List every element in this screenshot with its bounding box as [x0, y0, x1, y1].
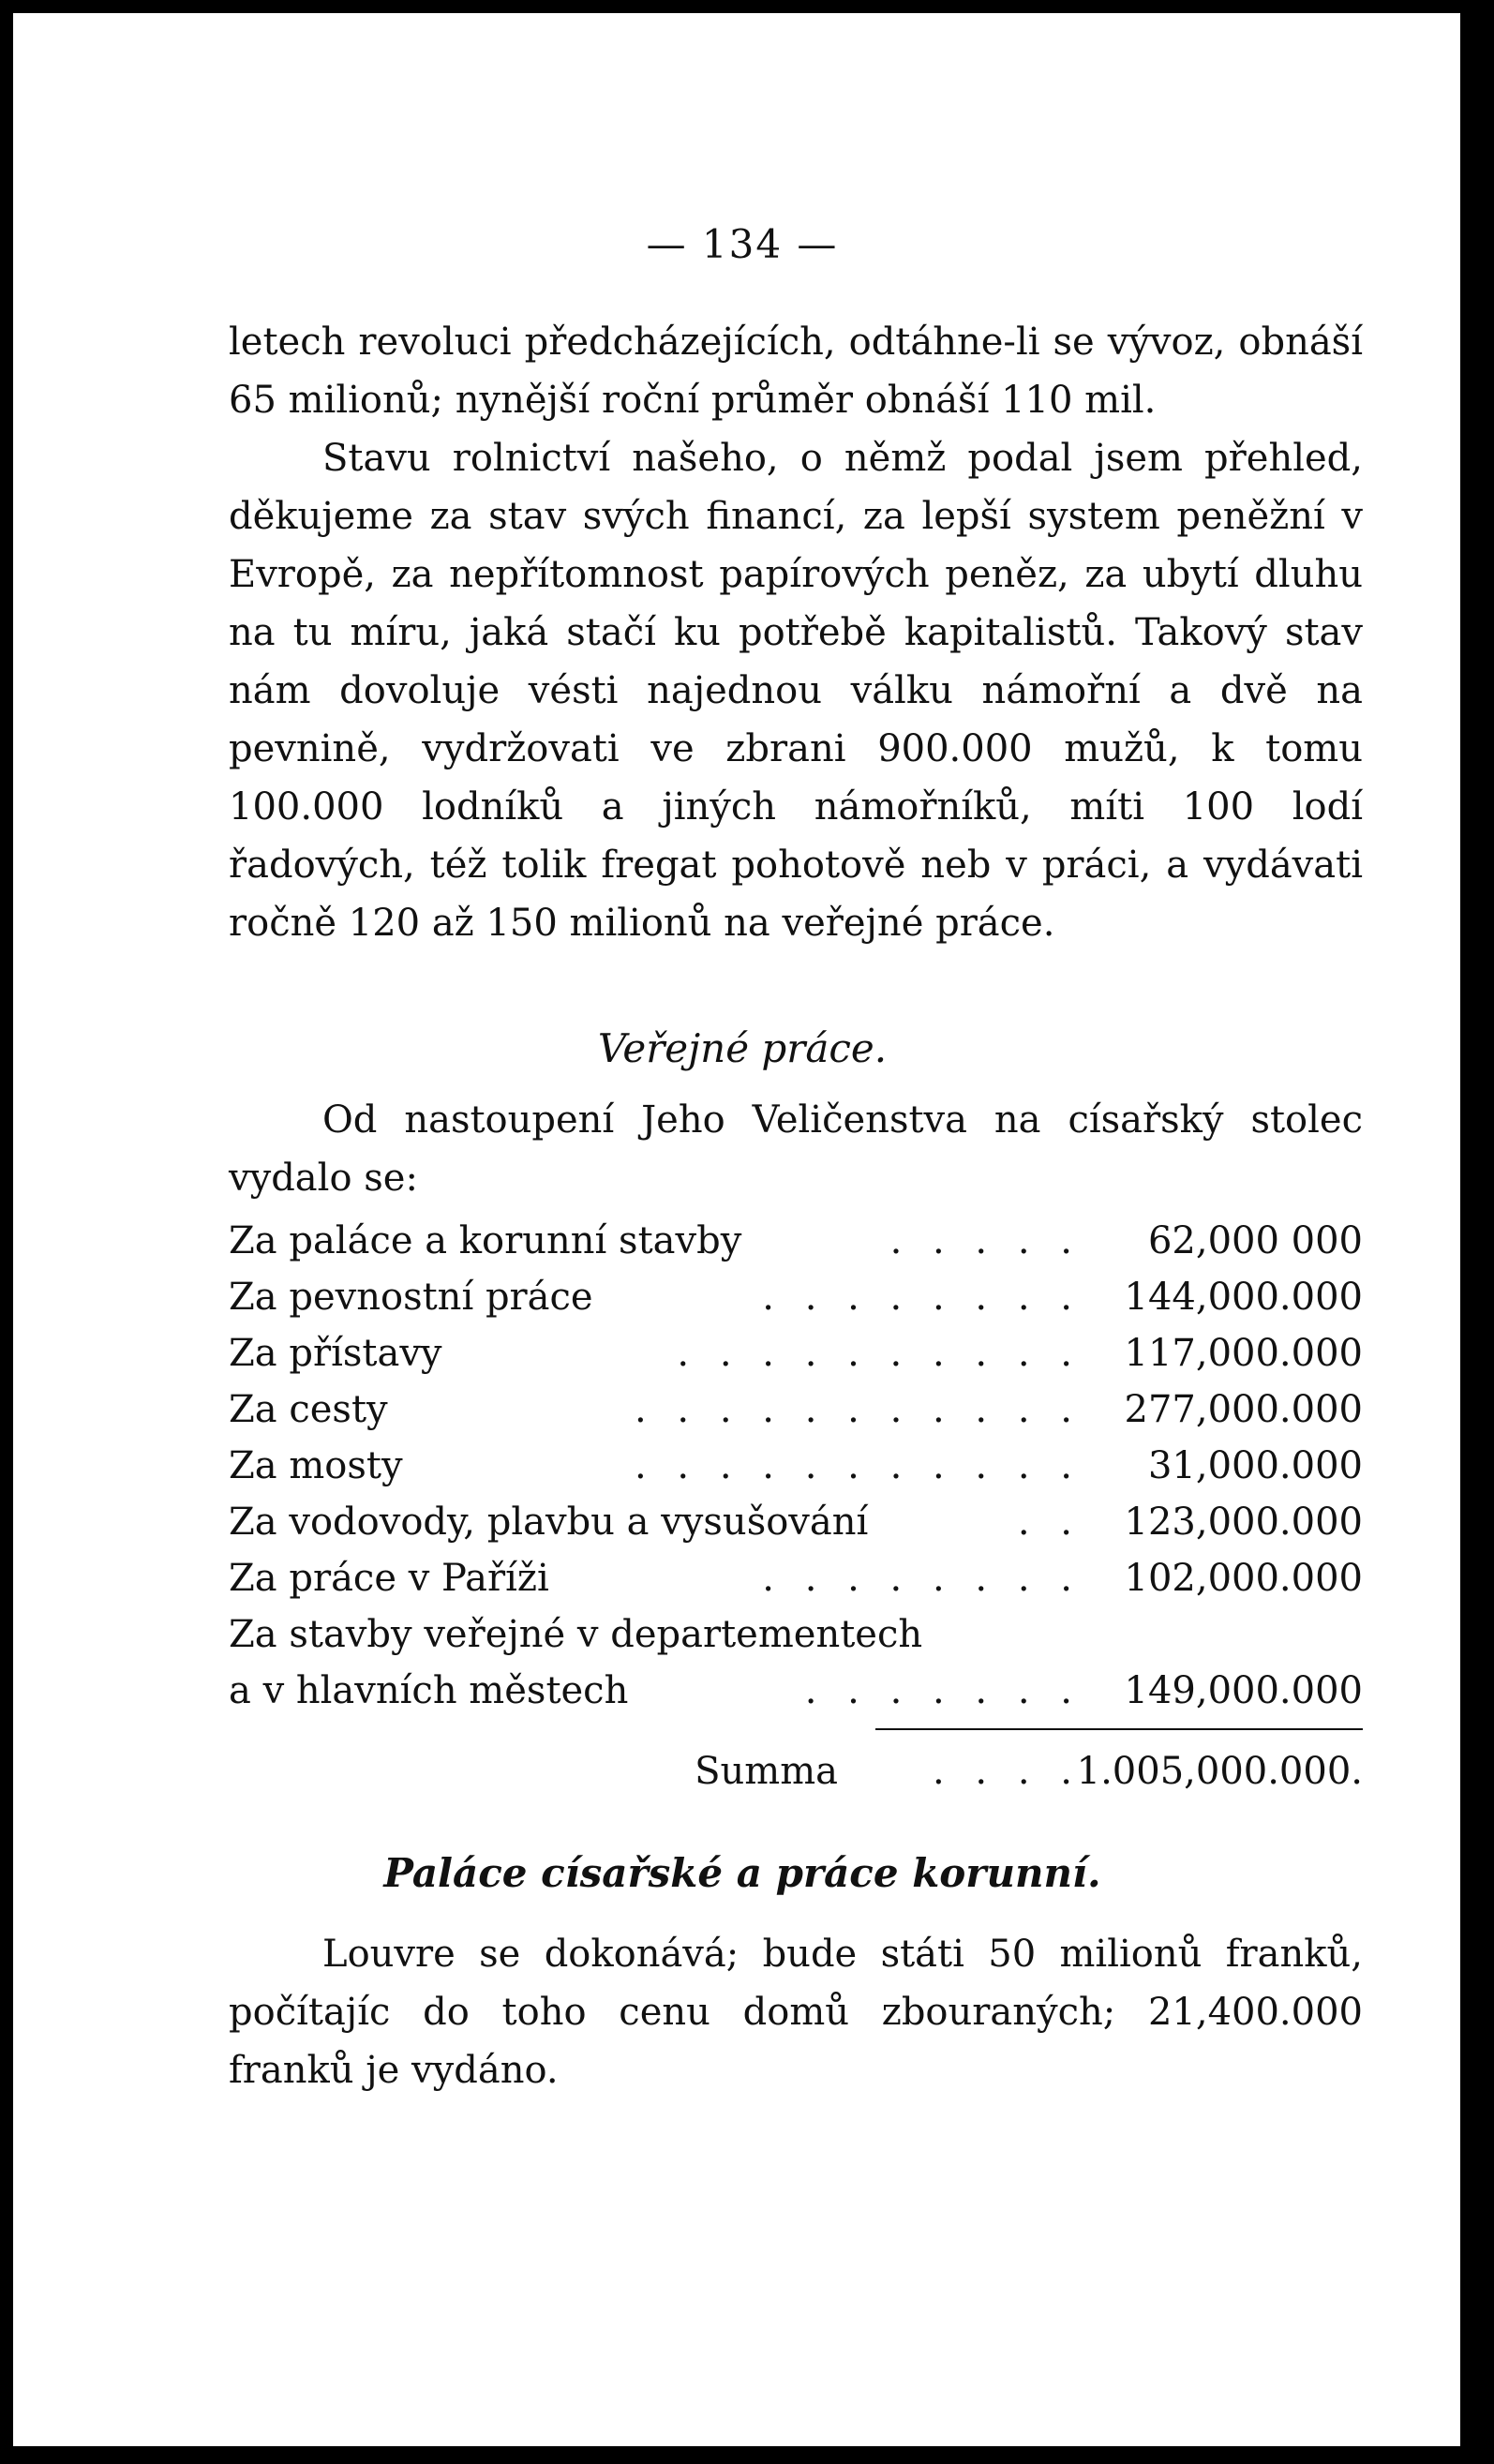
paragraph-3 — [229, 1925, 1363, 2099]
leader-dots: . . . . . . . . . . — [677, 1332, 1082, 1375]
page-edge-shadow — [1460, 13, 1472, 2446]
row-amount: 102,000.000 — [1124, 1557, 1363, 1600]
table-row — [229, 1606, 1363, 1663]
table-row — [229, 1325, 1363, 1381]
leader-dots: . . . . . — [889, 1219, 1082, 1262]
row-label: Za práce v Paříži — [229, 1557, 549, 1600]
table-row — [229, 1269, 1363, 1325]
leader-dots: . . . . . . . . — [762, 1557, 1082, 1600]
leader-dots: . . . . . . . . . . . — [634, 1444, 1082, 1487]
row-label: Za mosty — [229, 1444, 403, 1487]
rule-wrapper — [229, 1719, 1363, 1734]
paragraph-1-line-b: Stavu rolnictví našeho, o němž podal jsem přehled, děkujeme za stav svých financí, za lepší system peněžní v Evropě, za nepřítomnost papírových peněz, za ubytí dluhu na tu míru, jaká stačí ku potřebě kapitalistů. Takový stav nám dovoluje vésti najednou válku námořní a dvě na pevnině, vydržovati ve zbrani 900.000 mužů, k tomu 100.000 lodníků a jiných námořníků, míti 100 lodí řadových, též tolik fregat pohotově neb v práci, a vydávati ročně 120 až 150 milionů na veřejné práce. — [229, 437, 1363, 945]
row-amount: 31,000.000 — [1147, 1444, 1363, 1487]
row-label: Za přístavy — [229, 1332, 442, 1375]
table-row — [229, 1438, 1363, 1494]
paragraph-1 — [229, 313, 1363, 952]
table-row — [229, 1663, 1363, 1719]
row-label: Za vodovody, plavbu a vysušování — [229, 1501, 869, 1544]
row-label: Za pevnostní práce — [229, 1276, 593, 1319]
leader-dots: . . . . . . . . — [762, 1276, 1082, 1319]
leader-dots: . . . . . . . — [804, 1669, 1082, 1712]
sum-row — [229, 1734, 1363, 1809]
sum-leader-dots: . . . . — [932, 1750, 1082, 1793]
intro-text: Od nastoupení Jeho Veličenstva na císařský stolec vydalo se: — [229, 1098, 1363, 1200]
row-amount: 117,000.000 — [1124, 1332, 1363, 1375]
expenditure-table — [229, 1213, 1363, 1809]
intro-paragraph — [229, 1091, 1363, 1207]
row-amount: 62,000 000 — [1147, 1219, 1363, 1262]
row-label: Za cesty — [229, 1388, 388, 1431]
row-amount: 123,000.000 — [1124, 1501, 1363, 1544]
row-amount: 149,000.000 — [1124, 1669, 1363, 1712]
paragraph-3-text: Louvre se dokonává; bude státi 50 milionů franků, počítajíc do toho cenu domů zbouraných; 21,400.000 franků je vydáno. — [229, 1933, 1363, 2092]
sum-amount: 1.005,000.000. — [1076, 1750, 1363, 1793]
table-row — [229, 1381, 1363, 1438]
leader-dots: . . — [1017, 1501, 1082, 1544]
book-page — [13, 13, 1472, 2446]
sum-rule — [875, 1728, 1363, 1730]
leader-dots: . . . . . . . . . . . — [634, 1388, 1082, 1431]
section-heading-public-works: Veřejné práce. — [597, 1025, 888, 1071]
section-heading-imperial-palaces: Paláce císařské a práce korunní. — [383, 1850, 1101, 1896]
row-amount: 277,000.000 — [1124, 1388, 1363, 1431]
sum-label: Summa — [695, 1750, 838, 1793]
row-label: a v hlavních městech — [229, 1669, 629, 1712]
table-row — [229, 1550, 1363, 1606]
row-label: Za stavby veřejné v departementech — [229, 1613, 923, 1656]
page-number: — 134 — — [646, 221, 839, 267]
row-amount: 144,000.000 — [1124, 1276, 1363, 1319]
paragraph-1-line-a: letech revoluci předcházejících, odtáhne-li se vývoz, obnáší 65 milionů; nynější roční průměr obnáší 110 mil. — [229, 321, 1363, 422]
table-row — [229, 1494, 1363, 1550]
table-row — [229, 1213, 1363, 1269]
row-label: Za paláce a korunní stavby — [229, 1219, 742, 1262]
